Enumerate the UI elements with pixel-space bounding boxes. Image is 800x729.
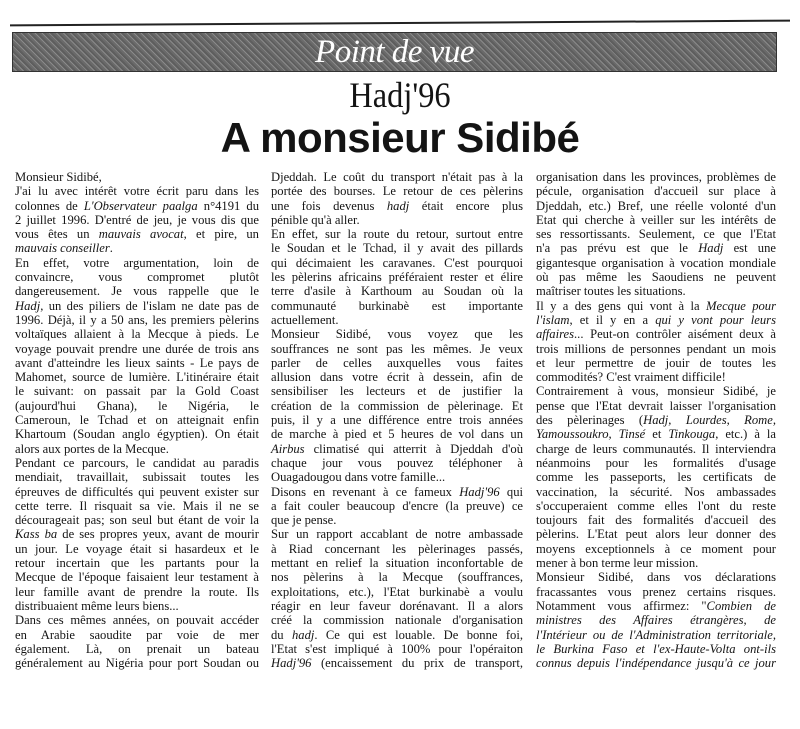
text-line: En effet, votre argumentation, loin de xyxy=(15,255,259,270)
paragraph xyxy=(271,170,523,227)
italic-text: Hadj xyxy=(698,241,724,256)
italic-text: Mecque pour xyxy=(705,298,777,313)
text-line: du hadj. Ce qui est louable. De bonne foi, xyxy=(271,627,523,642)
italic-text: hadj xyxy=(386,198,410,213)
italic-text: ministres des Affaires étrangères, de xyxy=(536,613,776,628)
text-line: organisation dans les provinces, problèmes de xyxy=(536,170,776,184)
text-line: l'Etat s'est impliqué à 100% pour l'opéraiton xyxy=(271,641,523,656)
text-line: vous êtes un mauvais avocat, et pire, un xyxy=(15,227,259,242)
text-line: communauté burkinabè est importante xyxy=(271,298,523,313)
italic-text: Airbus xyxy=(271,441,305,456)
text-line: Djeddah, etc.) Bref, une réelle volonté d'un xyxy=(536,198,776,213)
text-line: En effet, sur la route du retour, surtout entre xyxy=(271,227,523,242)
text-line: cette terre. Il risquait sa vie. Mais il ne se xyxy=(15,498,259,513)
text-line: Monsieur Sidibé, vous voyez que les xyxy=(271,327,523,342)
article-column-1 xyxy=(15,170,259,670)
text-line: Hadj'96 (encaissement du prix de transport, xyxy=(271,656,523,671)
italic-text: l'islam xyxy=(536,312,570,327)
text-line: Etat qui cherche à veiller sur les intérêts de xyxy=(536,212,776,227)
text-line: dangereusement. Je vous rappelle que le xyxy=(15,284,259,299)
paragraph xyxy=(271,485,523,528)
header-rule xyxy=(10,20,790,27)
text-line: où pas même les Saoudiens ne peuvent xyxy=(536,270,776,285)
text-line: Dans ces mêmes années, on pouvait accéder xyxy=(15,613,259,628)
text-line: s'occuperaient comme elles l'ont du reste xyxy=(536,498,776,513)
article-column-3 xyxy=(536,170,776,670)
italic-text: affaires xyxy=(536,327,575,342)
text-line: voyage pouvait prendre une durée de trois ans xyxy=(15,341,259,356)
paragraph xyxy=(271,327,523,484)
italic-text: L'Observateur paalga xyxy=(83,198,198,213)
text-line: néanmoins pour les formalités d'usage xyxy=(536,455,776,470)
text-line: Monsieur Sidibé, xyxy=(15,170,102,184)
section-banner xyxy=(12,32,777,72)
text-line: qui décimaient les caravanes. C'est pourquoi xyxy=(271,255,523,270)
text-line: Pendant ce parcours, le candidat au paradis xyxy=(15,455,259,470)
italic-text: hadj xyxy=(291,627,315,642)
text-line: parler de celles auxquelles vous faites xyxy=(271,355,523,370)
text-line xyxy=(536,628,776,642)
text-line: généralement au Nigéria pour port Soudan ou xyxy=(15,656,259,671)
text-line: 1996. Déjà, il y a 50 ans, les premiers pèlerins xyxy=(15,312,259,327)
text-line: également. Là, on prenait un bateau xyxy=(15,641,259,656)
text-line: mauvais conseiller. xyxy=(15,241,113,256)
text-line: mener à bon terme leur mission. xyxy=(536,556,699,571)
text-line: et leur permettre de jouir de toutes les xyxy=(536,355,776,370)
text-line: à Riad concernant les pèlerinages passés, xyxy=(271,541,523,556)
text-line: Ouagadougou dans votre famille... xyxy=(271,470,446,485)
text-line: une fois devenus hadj était encore plus xyxy=(271,198,523,213)
text-line: pécule, organisation d'accueil sur place à xyxy=(536,184,776,199)
text-line: affaires... Peut-on contrôler aisément deux à xyxy=(536,327,776,342)
text-line: Sur un rapport accablant de notre ambassade xyxy=(271,527,523,542)
text-line: mettant en relief la situation inconfortable de xyxy=(271,556,523,571)
text-line: trois millions de personnes pendant un mois xyxy=(536,341,776,356)
paragraph xyxy=(536,299,776,385)
text-line: pèlerins. L'Etat peut alors leur donner des xyxy=(536,527,776,542)
italic-text: Hadj'96 xyxy=(271,656,312,671)
italic-text: mauvais avocat xyxy=(98,227,184,242)
italic-text: connus depuis l'indépendance jusqu'à ce jour xyxy=(536,656,776,671)
paragraph xyxy=(536,384,776,570)
paragraph xyxy=(271,527,523,670)
text-line: Cameroun, le Tchad et on atteignait enfin xyxy=(15,413,259,428)
text-line: actuellement. xyxy=(271,312,339,327)
text-line: (aujourd'hui Ghana), le Nigéria, le xyxy=(15,398,259,413)
text-line: moyens exceptionnels à ce moment pour xyxy=(536,541,776,556)
italic-text: mauvais conseiller xyxy=(15,241,110,256)
text-line: Mecque de l'époque faisaient leur testament à xyxy=(15,570,259,585)
text-line: a fait couler beaucoup d'encre (la preuve) ce xyxy=(271,498,523,513)
paragraph xyxy=(15,613,259,670)
paragraph xyxy=(536,170,776,299)
text-line: Contrairement à vous, monsieur Sidibé, je xyxy=(536,384,776,399)
text-line: allusion dans votre écrit à dessein, afin de xyxy=(271,370,523,385)
text-line: création de la commission de pèlerinage. Et xyxy=(271,398,523,413)
paragraph xyxy=(15,184,259,255)
text-line: puis, il y a une différence entre trois années xyxy=(271,413,523,428)
italic-text: Yamoussoukro, Tinsé xyxy=(536,427,646,442)
text-line: chaque jour vous pouvez téléphoner à xyxy=(271,455,523,470)
text-line: en Arabie saoudite par voie de mer xyxy=(15,627,259,642)
paragraph xyxy=(15,456,259,613)
text-line: exploitations, etc.), l'Etat burkinabè a voulu xyxy=(271,584,523,599)
text-line: Mahomet, source de lumière. L'itinéraire était xyxy=(15,370,259,385)
text-line: commodités? C'est vraiment difficile! xyxy=(536,370,726,385)
text-line: charge de leurs communautés. Il interviendra xyxy=(536,441,776,456)
text-line xyxy=(536,656,776,670)
text-line: nos pèlerins à la Mecque (souffrances, xyxy=(271,570,523,585)
text-line: avant d'atteindre les lieux saints - Le pays de xyxy=(15,355,259,370)
paragraph xyxy=(536,570,776,670)
italic-text: Kass ba xyxy=(15,527,58,542)
italic-text: Hadj, Lourdes, Rome, xyxy=(643,413,776,428)
text-line: le suivant: on passait par la Gold Coast xyxy=(15,384,259,399)
italic-text: l'Intérieur ou de l'Administration territoriale, xyxy=(536,627,776,642)
text-line: Yamoussoukro, Tinsé et Tinkouga, etc.) à la xyxy=(536,427,776,442)
text-line: créé la commission nationale d'organisation xyxy=(271,613,523,628)
text-line: sensibiliser les lecteurs et de justifier la xyxy=(271,384,523,399)
text-line: épreuves de difficultés qui peuvent exister sur xyxy=(15,484,259,499)
text-line: les pèlerins africains préféraient rester et élire xyxy=(271,270,523,285)
text-line: mendiait, travaillait, subissait toutes les xyxy=(15,470,259,485)
text-line: des pèlerinages (Hadj, Lourdes, Rome, xyxy=(536,413,776,428)
text-line: Monsieur Sidibé, dans vos déclarations xyxy=(536,570,776,585)
text-line: pénible qu'à aller. xyxy=(271,212,360,227)
text-line: l'islam, et il y en a qui y vont pour leurs xyxy=(536,312,776,327)
text-line: maîtriser toutes les situations. xyxy=(536,284,686,299)
text-line: J'ai lu avec intérêt votre écrit paru dans les xyxy=(15,184,259,199)
text-line: réagir en leur faveur dorénavant. Il a alors xyxy=(271,598,523,613)
text-line: portée des bourses. Le retour de ces pèlerins xyxy=(271,184,523,199)
text-line: fracassantes vous prenez certains risques. xyxy=(536,584,776,599)
italic-text: Combien de xyxy=(706,598,776,613)
italic-text: Hadj xyxy=(15,298,41,313)
text-line: retour incertain que les partants pour la xyxy=(15,556,259,571)
text-line xyxy=(536,642,776,656)
text-line: vaccination, la sécurité. Nos ambassades xyxy=(536,484,776,499)
text-line: Hadj, un des piliers de l'islam ne date pas de xyxy=(15,298,259,313)
paragraph xyxy=(15,170,259,184)
italic-text: Tinkouga xyxy=(668,427,716,442)
article-kicker: Hadj'96 xyxy=(349,75,451,115)
text-line: 2 juillet 1996. D'entré de jeu, je vous dis que xyxy=(15,212,259,227)
text-line: ses ressortissants. Seulement, ce que l'Etat xyxy=(536,227,776,242)
text-line: terre d'asile à Karthoum au Soudan où la xyxy=(271,284,523,299)
text-line: gigantesque organisation à vocation mondiale xyxy=(536,255,776,270)
paragraph xyxy=(271,227,523,327)
text-line: voltaïques allaient à la Mecque à pieds. Le xyxy=(15,327,259,342)
text-line: de marche à pied et 5 heures de vol dans un xyxy=(271,427,523,442)
paragraph xyxy=(15,256,259,456)
text-line: pense que l'Etat devrait laisser l'organisation xyxy=(536,398,776,413)
text-line: Kass ba de ses propres yeux, avant de mourir xyxy=(15,527,259,542)
text-line: Disons en revenant à ce fameux Hadj'96 qui xyxy=(271,484,524,499)
text-line: décourageait pas; son seul but étant de voir la xyxy=(15,513,259,528)
italic-text: Hadj'96 xyxy=(459,484,500,499)
text-line: Notamment vous affirmez: "Combien de xyxy=(536,598,776,613)
text-line: Airbus climatisé qui atterrit à Djeddah d'où xyxy=(271,441,523,456)
text-line: que je pense. xyxy=(271,513,337,528)
text-line: un jour. Le voyage était si hasardeux et le xyxy=(15,541,259,556)
text-line: convaincre, vous compromet plutôt xyxy=(15,270,259,285)
text-line: n'a pas prévu est que le Hadj est une xyxy=(536,241,776,256)
text-line xyxy=(536,613,776,627)
text-line: leur famille avant de prendre la route. Ils xyxy=(15,584,259,599)
section-label: Point de vue xyxy=(315,33,474,70)
text-line: Khartoum (Soudan anglo égyptien). On était xyxy=(15,427,259,442)
text-line: toujours fait des formalités d'accueil des xyxy=(536,513,776,528)
italic-text: qui y vont pour leurs xyxy=(655,312,776,327)
text-line: souffrances ne sont pas les mêmes. Je veux xyxy=(271,341,523,356)
text-line: distribuaient même leurs biens... xyxy=(15,598,179,613)
text-line: colonnes de L'Observateur paalga n°4191 du xyxy=(15,198,259,213)
article-title: A monsieur Sidibé xyxy=(220,114,580,161)
text-line: Djeddah. Le coût du transport n'était pas à la xyxy=(271,170,523,184)
text-line: comme les passeports, les certificats de xyxy=(536,470,776,485)
text-line: le Soudan et le Tchad, il y avait des pillards xyxy=(271,241,523,256)
text-line: Il y a des gens qui vont à la Mecque pour xyxy=(536,298,777,313)
italic-text: le Burkina Faso et l'ex-Haute-Volta ont-ils xyxy=(536,641,776,656)
article-column-2 xyxy=(271,170,523,670)
text-line: alors aux portes de la Mecque. xyxy=(15,441,169,456)
